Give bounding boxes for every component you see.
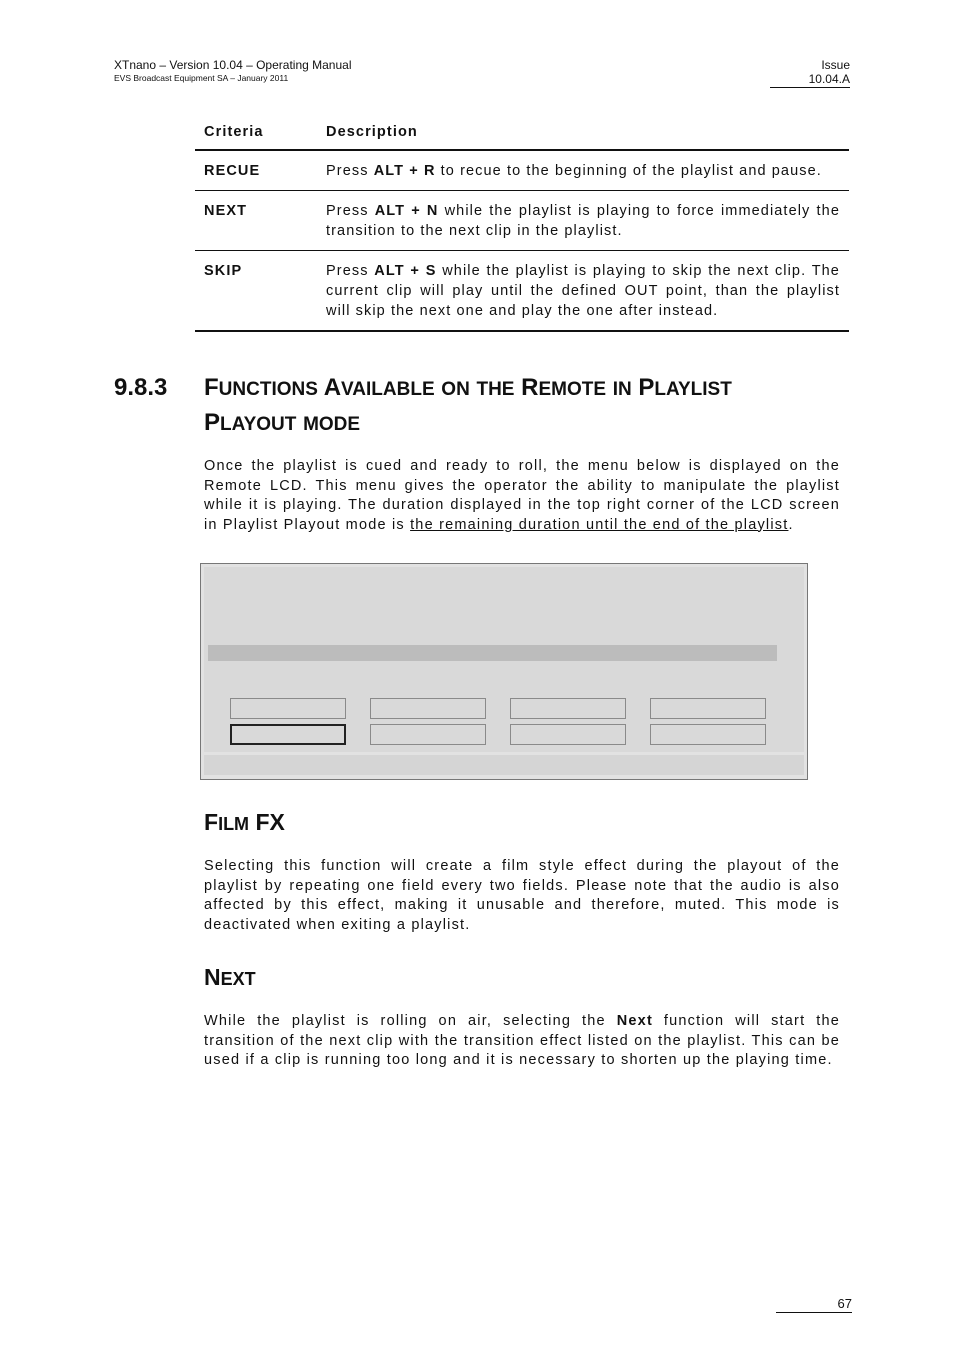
description-text: while the playlist is playing to force immediately the transition to the next clip in the playlist. — [326, 203, 840, 239]
shortcut-key: ALT + S — [374, 263, 437, 279]
next-heading — [204, 964, 256, 991]
section-title-word — [613, 374, 632, 401]
title-word-small-caps: UNCTIONS — [218, 379, 318, 400]
description-text: Press — [326, 263, 375, 279]
section-title-word — [324, 374, 435, 401]
page-number: 67 — [776, 1296, 852, 1313]
section-number: 9.8.3 — [114, 374, 168, 401]
next-text: While the playlist is rolling on air, selecting the — [204, 1013, 617, 1029]
column-header-description: Description — [326, 124, 418, 140]
heading-initial: F — [204, 809, 219, 835]
lcd-status-bar — [204, 755, 804, 775]
heading-tail: FX — [255, 809, 285, 835]
lcd-soft-key-6 — [370, 724, 486, 745]
description-cell — [317, 150, 849, 191]
section-title-word — [441, 374, 470, 401]
lcd-soft-key-5-selected — [230, 724, 346, 745]
criteria-cell: NEXT — [204, 203, 248, 219]
title-word-small-caps: MODE — [303, 414, 361, 435]
lcd-soft-key-1 — [230, 698, 346, 719]
lcd-soft-key-8 — [650, 724, 766, 745]
section-title-line-2 — [114, 406, 854, 441]
description-text: while the playlist is playing to skip the next clip. The current clip will play until the defined OUT point, than the playlist will skip the next one and play the one after instead. — [326, 263, 840, 319]
issue-label: Issue — [821, 58, 850, 72]
title-word-initial: R — [521, 374, 539, 401]
next-bold-term: Next — [616, 1013, 653, 1029]
title-word-initial: P — [638, 374, 655, 401]
lcd-soft-key-3 — [510, 698, 626, 719]
section-title-word — [204, 409, 296, 436]
intro-text: . — [788, 516, 794, 533]
section-heading — [114, 371, 854, 441]
criteria-cell: SKIP — [204, 263, 243, 279]
remote-lcd-screen — [200, 563, 808, 780]
issue-block — [770, 58, 850, 88]
title-word-small-caps: LAYLIST — [654, 379, 732, 400]
title-word-initial: P — [204, 409, 221, 436]
title-word-initial: A — [323, 374, 342, 401]
heading-initial: N — [204, 964, 221, 990]
description-cell — [317, 251, 849, 332]
lcd-soft-key-2 — [370, 698, 486, 719]
lcd-display-area — [204, 567, 804, 752]
table-row — [195, 150, 849, 191]
section-title-word — [521, 374, 606, 401]
description-text: Press — [326, 203, 375, 219]
criteria-cell: RECUE — [204, 163, 261, 179]
lcd-soft-key-7 — [510, 724, 626, 745]
title-word-initial: F — [204, 374, 219, 401]
section-intro-paragraph — [204, 457, 840, 535]
next-paragraph — [204, 1012, 840, 1071]
shortcut-key: ALT + R — [373, 163, 436, 179]
heading-small-caps: EXT — [220, 969, 256, 989]
description-text: to recue to the beginning of the playlist and pause. — [435, 163, 822, 179]
film-fx-heading — [204, 809, 285, 836]
intro-text: Once the playlist is cued and ready to roll, the menu below is displayed on the Remote LCD. This menu gives the operator the ability to manipulate the playlist while it is playing. The duration displayed in the top right corner of the LCD screen in Playlist Playout mode is — [204, 458, 840, 533]
manual-title: XTnano – Version 10.04 – Operating Manual — [114, 58, 352, 72]
manual-publisher: EVS Broadcast Equipment SA – January 2011 — [114, 73, 289, 83]
title-word-small-caps: EMOTE — [538, 379, 607, 400]
title-word-small-caps: ON — [441, 379, 470, 400]
document-header — [114, 58, 352, 83]
section-title-word — [303, 409, 360, 436]
criteria-table — [195, 118, 849, 332]
next-text: function will start the transition of the next clip with the transition effect listed on the playlist. This can be used if a clip is running too long and it is necessary to shorten up the playing time. — [204, 1013, 840, 1068]
column-header-criteria: Criteria — [204, 124, 264, 140]
description-cell — [317, 191, 849, 251]
section-title-word — [204, 374, 318, 401]
heading-small-caps: ILM — [218, 814, 250, 834]
title-word-small-caps: IN — [612, 379, 632, 400]
shortcut-key: ALT + N — [374, 203, 439, 219]
lcd-soft-key-4 — [650, 698, 766, 719]
intro-underlined-text: the remaining duration until the end of the playlist — [410, 516, 789, 533]
section-title-line-1 — [204, 374, 732, 401]
title-word-small-caps: VAILABLE — [341, 379, 435, 400]
issue-number: 10.04.A — [770, 72, 850, 88]
title-word-small-caps: THE — [476, 379, 515, 400]
section-title-word — [476, 374, 514, 401]
lcd-highlight-bar — [208, 645, 777, 661]
table-header-row — [195, 118, 849, 150]
description-text: Press — [326, 163, 374, 179]
table-row — [195, 191, 849, 251]
title-word-small-caps: LAYOUT — [220, 414, 297, 435]
section-heading-line-1 — [114, 371, 854, 406]
section-title-word — [638, 374, 731, 401]
table-row — [195, 251, 849, 332]
film-fx-paragraph: Selecting this function will create a film style effect during the playout of the playlist by repeating one field every two fields. Please note that the audio is also affected by this effect, making it unusable and therefore, muted. This mode is deactivated when exiting a playlist. — [204, 858, 840, 933]
